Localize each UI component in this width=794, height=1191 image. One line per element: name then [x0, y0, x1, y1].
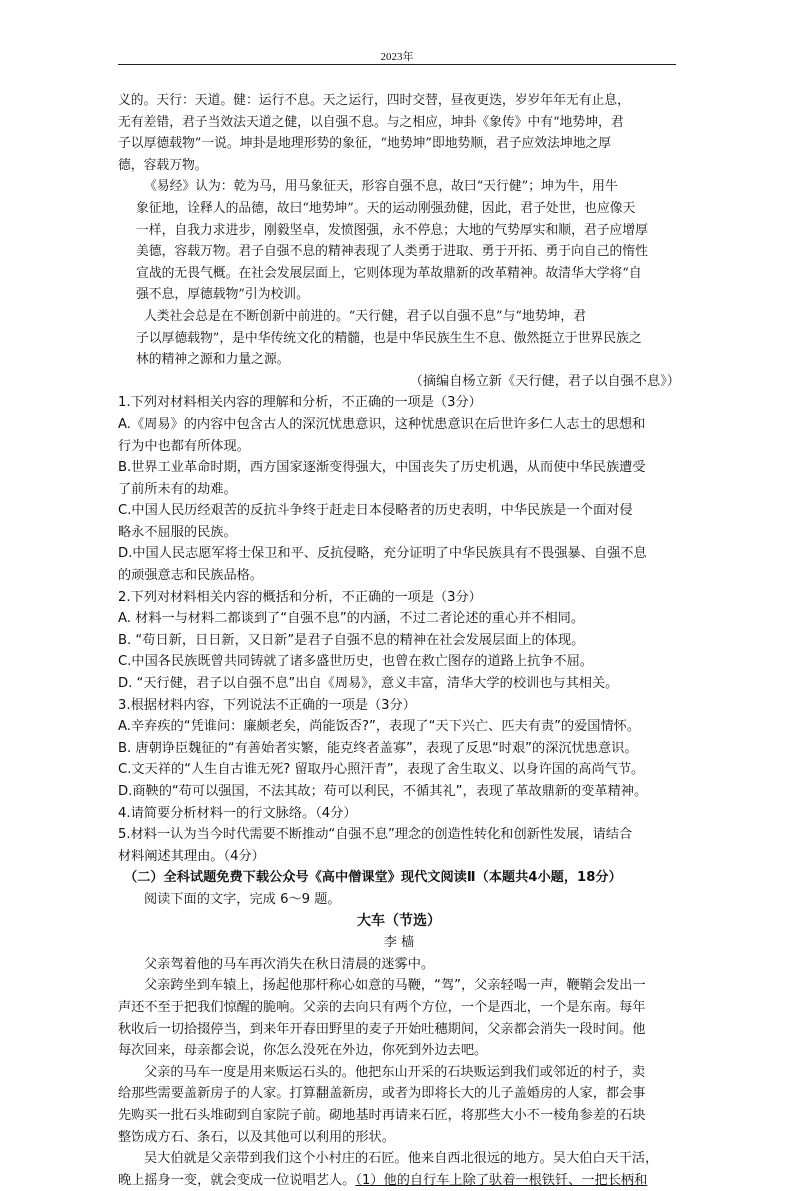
material-p3-line: 林的精神之源和力量之源。	[136, 352, 290, 368]
question-1-option: C.中国人民历经艰苦的反抗斗争终于赶走日本侵略者的历史表明，中华民族是一个面对侵	[118, 503, 633, 519]
material-p2-line: 《易经》认为：乾为马，用马象征天，形容自强不息，故曰“天行健”；坤为牛，用牛	[144, 179, 618, 195]
story-p4-line	[118, 1170, 680, 1191]
question-1-option: B.世界工业革命时期，西方国家逐渐变得强大，中国丧失了历史机遇，从而使中华民族遭受	[118, 460, 646, 476]
question-1-stem: 1.下列对材料相关内容的理解和分析，不正确的一项是（3分）	[118, 395, 482, 411]
question-2-option: B. “苟日新，日日新，又日新”是君子自强不息的精神在社会发展层面上的体现。	[118, 632, 585, 648]
question-3-option: A.辛弃疾的“凭谁问：廉颇老矣，尚能饭否?”，表现了“天下兴亡、匹夫有责”的爱国情怀。	[118, 719, 641, 735]
question-1-option: 略永不屈服的民族。	[118, 524, 237, 540]
question-5-stem: 5.材料一认为当今时代需要不断推动“自强不息”理念的创造性转化和创新性发展，请结合	[118, 827, 633, 843]
material-p2-line: 一样，自我力求进步，刚毅坚卓，发愤图强，永不停息；大地的气势厚实和顺，君子应增厚	[136, 222, 648, 238]
question-2-option: D. “天行健，君子以自强不息”出自《周易》，意义丰富，清华大学的校训也与其相关。	[118, 676, 619, 692]
story-p3-line: 先购买一批石头堆砌到自家院子前。砌地基时再请来石匠，将那些大小不一棱角参差的石块	[118, 1107, 646, 1123]
material-p3-line: 人类社会总是在不断创新中前进的。“天行健，君子以自强不息”与“地势坤，君	[144, 308, 586, 324]
material-p2-line: 美德，容载万物。君子自强不息的精神表现了人类勇于进取、勇于开拓、勇于向自己的惰性	[136, 244, 648, 260]
question-5-stem: 材料阐述其理由。（4分）	[118, 848, 265, 864]
question-1-option: 行为中也都有所体现。	[118, 438, 250, 454]
story-p2-line: 声还不至于把我们惊醒的脆响。父亲的去向只有两个方位，一个是西北，一个是东南。每年	[118, 999, 646, 1015]
material-p1-line: 义的。天行：天道。健：运行不息。天之运行，四时交替，昼夜更迭，岁岁年年无有止息，	[118, 93, 630, 108]
story-p1-line: 父亲驾着他的马车再次消失在秋日清晨的迷雾中。	[144, 956, 435, 972]
story-p3-line: 整饬成方石、条石，以及其他可以利用的形状。	[118, 1129, 395, 1145]
material-p1-line: 无有差错，君子当效法天道之健，以自强不息。与之相应，坤卦《象传》中有“地势坤，君	[118, 114, 624, 130]
page-header-year: 2023年	[380, 51, 414, 63]
question-2-stem: 2.下列对材料相关内容的概括和分析，不正确的一项是（3分）	[118, 589, 482, 605]
section-2-instruction: 阅读下面的文字，完成 6～9 题。	[144, 891, 341, 907]
story-p4-underlined-sentence: （1）他的自行车上除了驮着一根铁钎、一把长柄和	[355, 1172, 648, 1188]
material-p3-line: 子以厚德载物”，是中华传统文化的精髓，也是中华民族生生不息、傲然挺立于世界民族之	[136, 330, 642, 346]
story-p4-line: 吴大伯就是父亲带到我们这个小村庄的石匠。他来自西北很远的地方。吴大伯白天干活，	[144, 1151, 659, 1167]
material-p1-line: 子以厚德载物”一说。坤卦是地理形势的象征，“地势坤”即地势顺，君子应效法坤地之厚	[118, 136, 612, 152]
story-p2-line: 父亲跨坐到车辕上，扬起他那杆称心如意的马鞭，“驾”，父亲轻喝一声，鞭鞘会发出一	[144, 978, 646, 994]
material-p1-line: 德，容载万物。	[118, 157, 208, 173]
material-p2-line: 宣战的无畏气概。在社会发展层面上，它则体现为革故鼎新的改革精神。故清华大学将“自	[136, 265, 642, 281]
material-p2-line: 象征地，诠释人的品德，故曰“地势坤”。天的运动刚强劲健，因此，君子处世，也应像天	[136, 200, 636, 216]
material-source: （摘编自杨立新《天行健，君子以自强不息》）	[409, 373, 680, 389]
page-body	[118, 90, 680, 1191]
story-p4-plain-text: 晚上摇身一变，就会变成一位说唱艺人。	[118, 1172, 356, 1188]
section-2-heading: （二）全科试题免费下载公众号《高中僧课堂》现代文阅读Ⅱ（本题共4小题，18分）	[124, 870, 622, 886]
story-p3-line: 父亲的马车一度是用来贩运石头的。他把东山开采的石块贩运到我们或邻近的村子，卖	[144, 1064, 646, 1080]
question-1-option: 了前所未有的劫难。	[118, 481, 237, 497]
story-p3-line: 给那些需要盖新房子的人家。打算翻盖新房，或者为即将长大的儿子盖婚房的人家，都会事	[118, 1086, 646, 1102]
story-title: 大车（节选）	[357, 912, 441, 929]
question-4-stem: 4.请简要分析材料一的行文脉络。（4分）	[118, 805, 357, 821]
header-divider	[118, 64, 676, 65]
story-p2-line: 每次回来，母亲都会说，你怎么没死在外边，你死到外边去吧。	[118, 1043, 488, 1059]
question-1-option: 的顽强意志和民族品格。	[118, 568, 264, 584]
question-3-option: B. 唐朝诤臣魏征的“有善始者实繁，能克终者盖寡”，表现了反思“时艰”的深沉忧患意识。	[118, 740, 638, 756]
question-3-option: C.文天祥的“人生自古谁无死? 留取丹心照汗青”，表现了舍生取义、以身许国的高尚气节。	[118, 762, 645, 778]
material-p2-line: 强不息，厚德载物”引为校训。	[136, 287, 309, 303]
question-1-option: D.中国人民志愿军将士保卫和平、反抗侵略，充分证明了中华民族具有不畏强暴、自强不息	[118, 546, 647, 562]
question-2-option: A. 材料一与材料二都谈到了“自强不息”的内涵，不过二者论述的重心并不相同。	[118, 611, 585, 627]
question-3-option: D.商鞅的“苟可以强国，不法其故；苟可以利民，不循其礼”，表现了革故鼎新的变革精神。	[118, 784, 648, 799]
question-3-stem: 3.根据材料内容，下列说法不正确的一项是（3分）	[118, 697, 416, 713]
story-p2-line: 秋收后一切拾掇停当，到来年开春田野里的麦子开始吐穗期间，父亲都会消失一段时间。他	[118, 1021, 646, 1037]
question-1-option: A.《周易》的内容中包含古人的深沉忧患意识，这种忧患意识在后世许多仁人志士的思想和	[118, 416, 646, 432]
story-author: 李 樯	[383, 935, 415, 951]
question-2-option: C.中国各民族既曾共同铸就了诸多盛世历史，也曾在救亡图存的道路上抗争不屈。	[118, 654, 593, 670]
